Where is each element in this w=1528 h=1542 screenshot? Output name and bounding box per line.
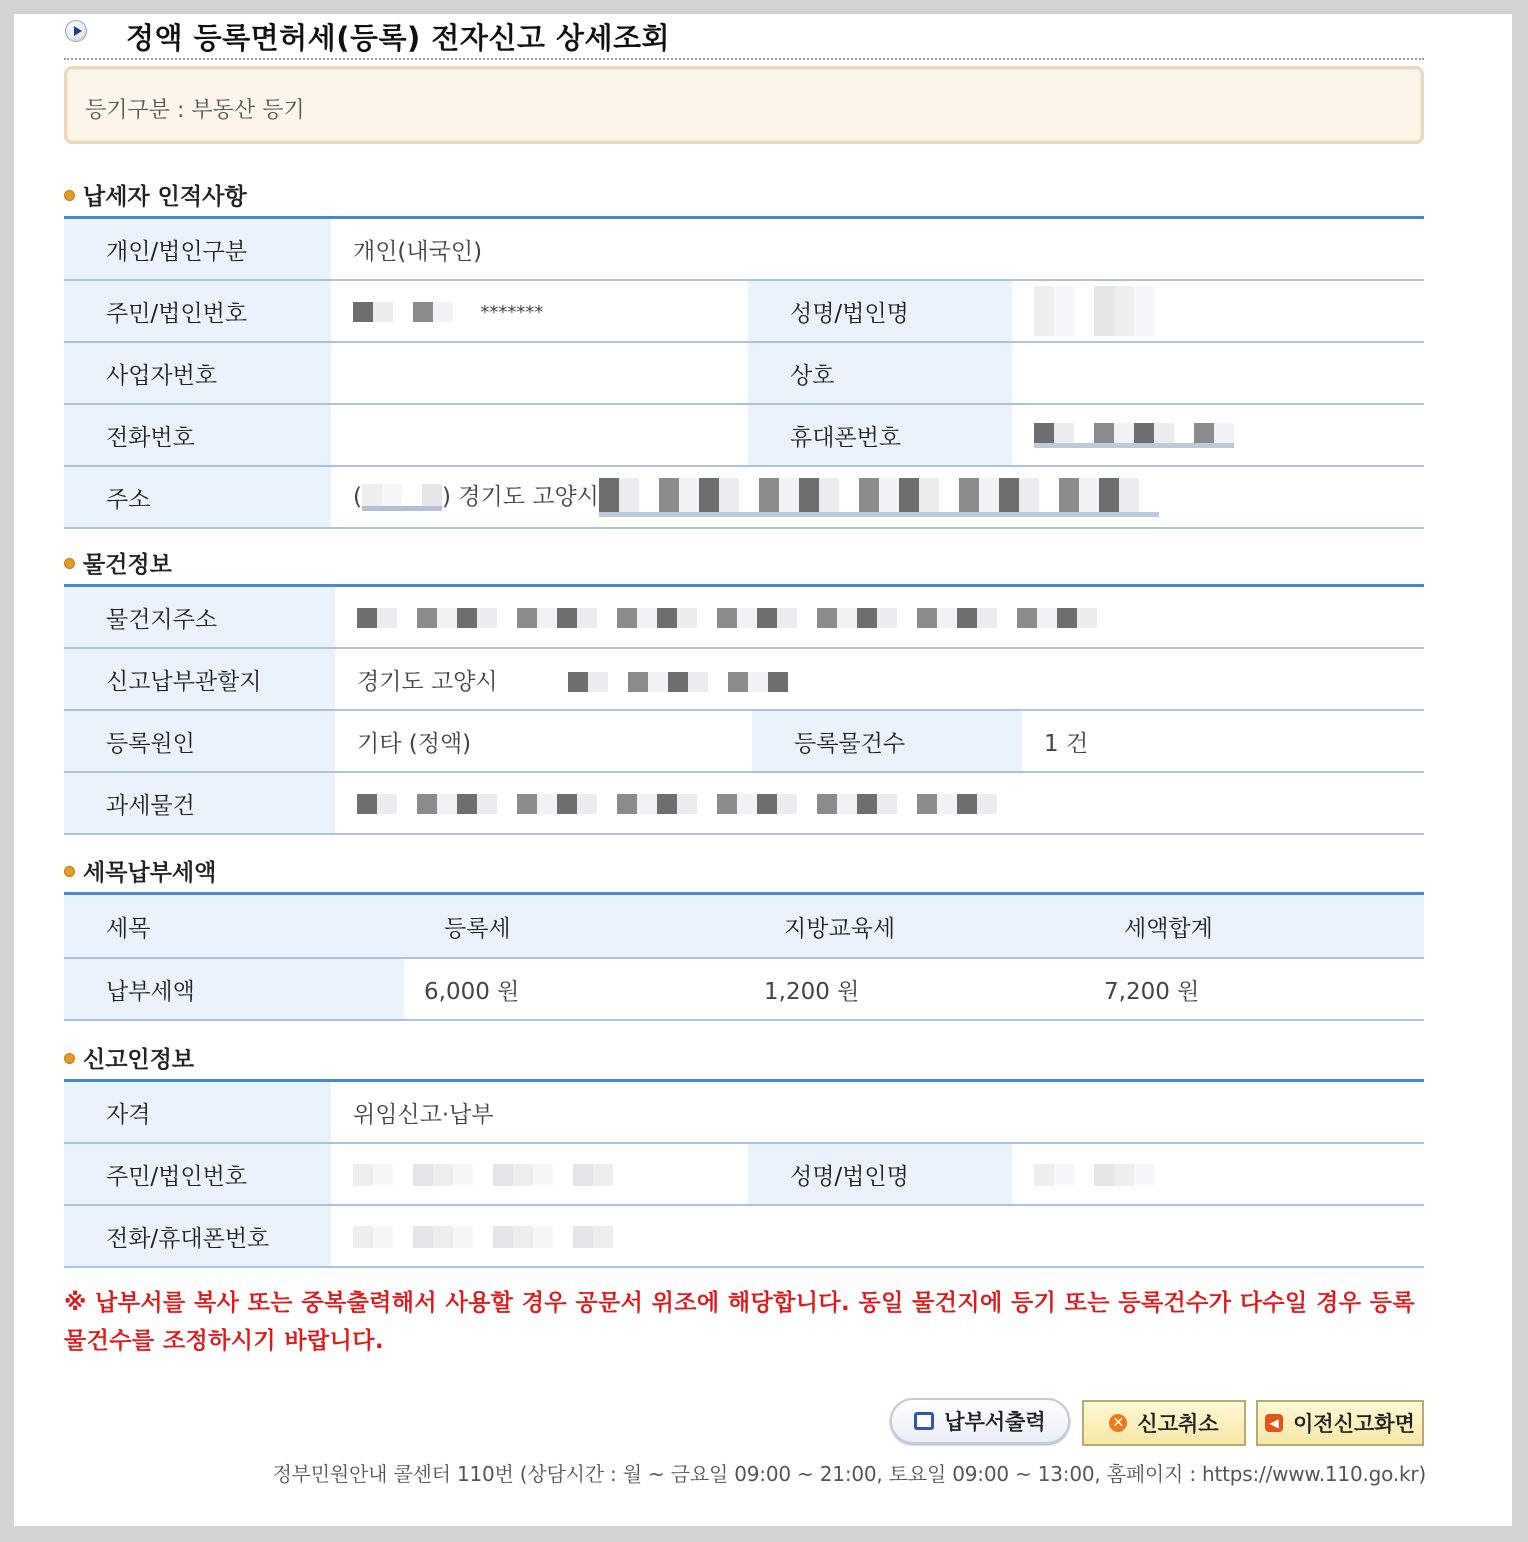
table-row [64,280,1424,342]
value-registration-tax: 6,000 원 [404,958,744,1020]
content [64,14,1426,1486]
label-mobile: 휴대폰번호 [748,404,1012,466]
label-taxpayer-type: 개인/법인구분 [64,218,331,281]
label-address: 주소 [64,466,331,528]
value-qualification: 위임신고·납부 [331,1081,1424,1144]
cancel-button-label: 신고취소 [1137,1412,1219,1436]
value-count: 1 건 [1022,710,1424,772]
table-row [64,772,1424,834]
bullet-icon [64,1053,75,1064]
value-reporter-name [1012,1143,1424,1205]
table-row [64,710,1424,772]
table-row [64,218,1424,281]
value-property-address [335,586,1424,649]
value-cause: 기타 (정액) [335,710,752,772]
value-total-tax: 7,200 원 [1084,958,1424,1020]
masked-address [599,478,1159,517]
masked-property-address [357,608,1117,628]
play-bullet-icon [65,20,87,42]
value-taxpayer-type: 개인(내국인) [331,218,1424,281]
header-total: 세액합계 [1084,894,1424,959]
label-qualification: 자격 [64,1081,331,1144]
property-table [64,584,1424,835]
title-divider [64,58,1424,60]
masked-mobile [1034,423,1234,448]
bullet-icon [64,866,75,877]
masked-name [1034,286,1154,336]
table-header-row [64,894,1424,959]
label-biz-no: 사업자번호 [64,342,331,404]
jurisdiction-text: 경기도 고양시 [357,668,498,695]
label-cause: 등록원인 [64,710,335,772]
label-reporter-id: 주민/법인번호 [64,1143,331,1205]
label-company: 상호 [748,342,1012,404]
section-title: 납세자 인적사항 [83,184,247,210]
print-button-label: 납부서출력 [944,1410,1046,1434]
table-row [64,1205,1424,1267]
tax-table [64,892,1424,1021]
section-heading-taxpayer [64,178,247,208]
table-row [64,342,1424,404]
header-tax-item: 세목 [64,894,404,959]
label-tax-amount: 납부세액 [64,958,404,1020]
taxpayer-table [64,216,1424,529]
label-reporter-phone: 전화/휴대폰번호 [64,1205,331,1267]
address-city: ) 경기도 고양시 [441,483,599,510]
label-name: 성명/법인명 [748,280,1012,342]
table-row [64,466,1424,528]
table-row [64,648,1424,710]
table-row [64,1143,1424,1205]
print-payment-button[interactable] [890,1398,1070,1444]
section-title: 세목납부세액 [83,860,217,886]
table-row [64,958,1424,1020]
value-reporter-phone [331,1205,1424,1267]
value-mobile [1012,404,1424,466]
previous-screen-button[interactable] [1256,1400,1424,1446]
table-row [64,1081,1424,1144]
bullet-icon [64,190,75,201]
cancel-report-button[interactable] [1082,1400,1246,1446]
value-object [335,772,1424,834]
label-jurisdiction: 신고납부관할지 [64,648,335,710]
label-object: 과세물건 [64,772,335,834]
registration-type-box [64,66,1424,144]
title-row [64,14,1424,72]
masked-object [357,794,997,814]
label-reporter-name: 성명/법인명 [748,1143,1012,1205]
value-reporter-id [331,1143,748,1205]
value-phone [331,404,748,466]
label-id-no: 주민/법인번호 [64,280,331,342]
value-company [1012,342,1424,404]
prev-button-label: 이전신고화면 [1293,1412,1415,1436]
label-count: 등록물건수 [752,710,1022,772]
masked-reporter-name [1034,1164,1174,1186]
label-phone: 전화번호 [64,404,331,466]
page-frame [14,14,1512,1526]
masked-zip [362,484,442,511]
masked-id [353,302,453,322]
value-id-no [331,280,748,342]
registration-type-text: 등기구분 : 부동산 등기 [85,98,305,123]
close-icon: ✕ [1109,1414,1127,1432]
printer-icon [914,1412,934,1430]
reporter-table [64,1079,1424,1268]
value-name [1012,280,1424,342]
back-arrow-icon: ◀ [1265,1414,1283,1432]
page-title: 정액 등록면허세(등록) 전자신고 상세조회 [126,21,671,55]
masked-reporter-phone [353,1226,613,1248]
footer-callcenter: 정부민원안내 콜센터 110번 (상담시간 : 월 ~ 금요일 09:00 ~ 21:00, 토요일 09:00 ~ 13:00, 홈페이지 : https://www.110.go.kr) [272,1462,1426,1486]
value-biz-no [331,342,748,404]
address-prefix: ( [353,483,362,510]
section-heading-tax [64,854,216,884]
table-row [64,404,1424,466]
value-jurisdiction [335,648,1424,710]
label-property-address: 물건지주소 [64,586,335,649]
id-suffix: ******* [480,302,544,323]
section-heading-reporter [64,1041,194,1071]
masked-jurisdiction [568,672,788,692]
value-address [331,466,1424,528]
header-education-tax: 지방교육세 [744,894,1084,959]
bullet-icon [64,558,75,569]
section-title: 물건정보 [83,552,172,578]
section-title: 신고인정보 [83,1047,195,1073]
header-registration-tax: 등록세 [404,894,744,959]
masked-reporter-id [353,1164,613,1186]
warning-notice: ※ 납부서를 복사 또는 중복출력해서 사용할 경우 공문서 위조에 해당합니다. 동일 물건지에 등기 또는 등록건수가 다수일 경우 등록물건수를 조정하시기 바랍니다. [64,1290,1415,1354]
table-row [64,586,1424,649]
section-heading-property [64,546,172,576]
value-education-tax: 1,200 원 [744,958,1084,1020]
